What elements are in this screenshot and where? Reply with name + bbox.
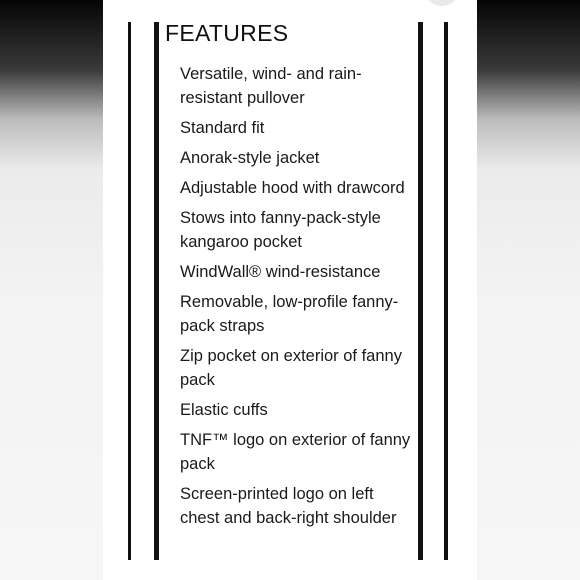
border-line-right-inner [418,22,423,560]
feature-item: Adjustable hood with drawcord [180,179,405,197]
feature-item: Standard fit [180,119,265,137]
border-line-left-inner [154,22,159,560]
blurred-background-right [477,0,580,580]
feature-item: Stows into fanny-pack-style kangaroo pocket [180,209,381,251]
feature-item: Screen-printed logo on left chest and back-right shoulder [180,485,397,527]
features-title: FEATURES [165,20,289,46]
feature-item: Removable, low-profile fanny-pack straps [180,293,399,335]
feature-item: Anorak-style jacket [180,149,320,167]
feature-item: WindWall® wind-resistance [180,263,381,281]
feature-item: Elastic cuffs [180,401,268,419]
feature-item: Versatile, wind- and rain-resistant pullover [180,65,362,107]
blurred-background-left [0,0,103,580]
border-line-right-outer [444,22,448,560]
features-list [180,62,416,536]
border-line-left-outer [128,22,131,560]
feature-item: TNF™ logo on exterior of fanny pack [180,431,411,473]
feature-item: Zip pocket on exterior of fanny pack [180,347,402,389]
